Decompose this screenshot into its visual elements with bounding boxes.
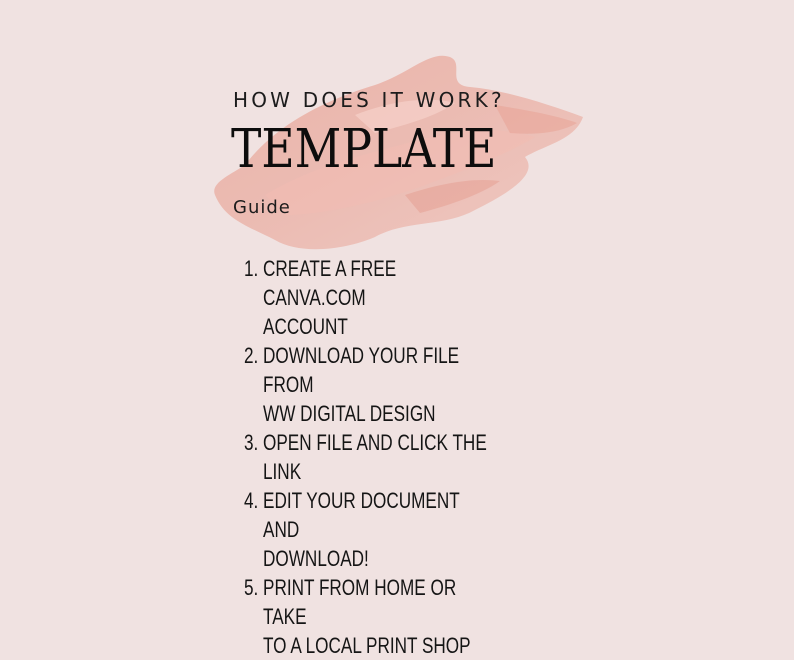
step-text: OPEN FILE AND CLICK THE LINK	[263, 430, 487, 484]
step-text: PRINT FROM HOME OR TAKE TO A LOCAL PRINT SHOP	[263, 575, 471, 658]
step-item	[244, 341, 563, 428]
step-text: CREATE A FREE CANVA.COM ACCOUNT	[263, 256, 397, 339]
eyebrow-heading: HOW DOES IT WORK?	[233, 88, 505, 112]
step-text: DOWNLOAD YOUR FILE FROM WW DIGITAL DESIGN	[263, 343, 460, 426]
step-text: EDIT YOUR DOCUMENT AND DOWNLOAD!	[263, 488, 460, 571]
subtitle: Guide	[233, 197, 291, 218]
step-number: 2.	[244, 343, 259, 368]
step-item	[244, 486, 563, 573]
page-title: TEMPLATE	[231, 119, 497, 180]
step-number: 1.	[244, 256, 259, 281]
step-item	[244, 428, 563, 486]
step-number: 4.	[244, 488, 259, 513]
steps-list	[244, 254, 563, 660]
step-item	[244, 573, 563, 660]
step-number: 3.	[244, 430, 259, 455]
step-item	[244, 254, 563, 341]
step-number: 5.	[244, 575, 259, 600]
